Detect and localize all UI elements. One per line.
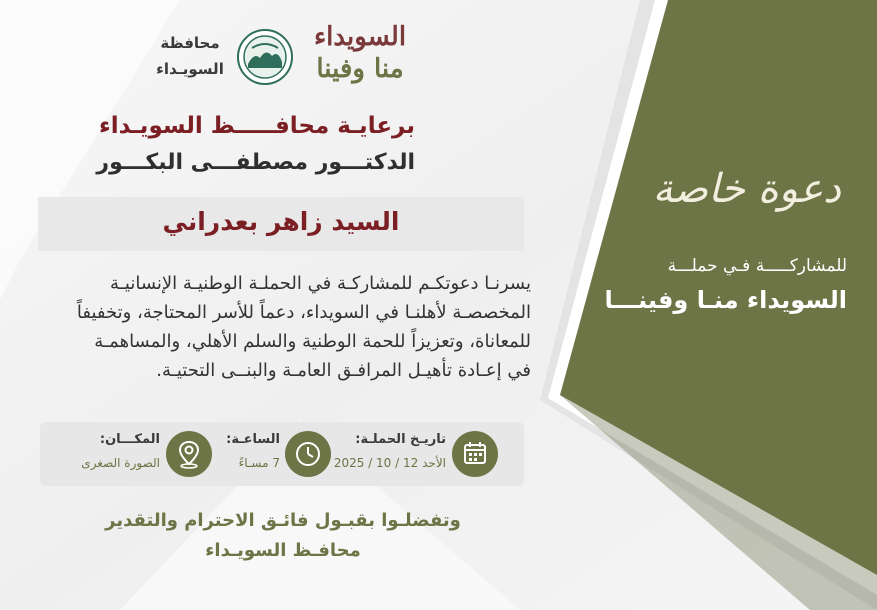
- clock-icon: [285, 431, 331, 477]
- governorate-logo-line1: محافظة: [160, 34, 220, 52]
- place-label: المكـــان:: [99, 432, 160, 447]
- event-details-box: [40, 422, 524, 486]
- invitee-name: السيد زاهر بعدراني: [162, 207, 400, 236]
- invitee-banner: [38, 197, 524, 251]
- side-panel-subtitle: للمشاركـــــة فـي حملـــة: [667, 256, 847, 276]
- campaign-logo-line2: منا وفينا: [316, 54, 404, 84]
- time-value: 7 مسـاءً: [238, 456, 280, 470]
- calendar-icon: [452, 431, 498, 477]
- location-pin-icon: [166, 431, 212, 477]
- body-line-4: في إعـادة تأهيـل المرافـق العامـة والبنــى التحتيـة.: [156, 360, 531, 381]
- place-icon-circle: [166, 431, 212, 477]
- time-label: الساعـة:: [226, 432, 280, 447]
- date-icon-circle: [452, 431, 498, 477]
- sponsor-line-2: الدكتـــور مصطفـــى البكـــور: [96, 150, 415, 175]
- governorate-logo-line2: السويـداء: [156, 60, 224, 78]
- emblem-icon: [236, 28, 294, 86]
- time-icon-circle: [285, 431, 331, 477]
- place-value: الصورة الصغرى: [81, 456, 160, 470]
- sponsor-line-1: برعايـة محافـــــظ السويـداء: [99, 113, 415, 139]
- special-invitation-title: دعوة خاصة: [652, 166, 841, 212]
- body-line-2: المخصصـة لأهلنـا في السويداء، دعماً للأسر المحتاجة، وتخفيفاً: [76, 302, 531, 323]
- body-line-3: للمعاناة، وتعزيزاً للحمة الوطنية والسلم الأهلي، والمساهمـة: [94, 331, 531, 352]
- date-label: تاريـخ الحملـة:: [355, 432, 446, 447]
- date-value: الأحد 12 / 10 / 2025: [333, 456, 446, 470]
- body-line-1: يسرنـا دعوتكـم للمشاركـة في الحملـة الوطنيـة الإنسانيـة: [109, 273, 531, 294]
- campaign-logo-line1: السويداء: [313, 22, 407, 52]
- closing-line-2: محافـظ السويـداء: [205, 540, 361, 561]
- governorate-emblem: [236, 28, 294, 86]
- side-panel-campaign: السويداء منـا وفينـــا: [604, 286, 847, 314]
- closing-line-1: وتفضلـوا بقبـول فائـق الاحترام والتقدير: [105, 510, 461, 531]
